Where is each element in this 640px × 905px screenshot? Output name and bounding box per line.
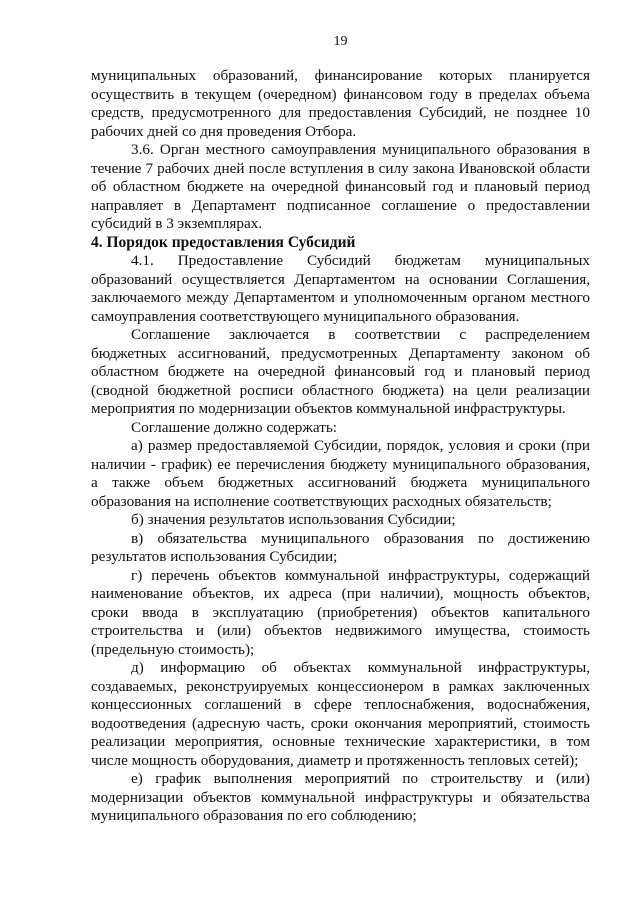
paragraph-continuation: муниципальных образований, финансирование которых планируется осуществить в текущем (очередном) финансовом году в пределах объема средств, предусмотренного для предоставления Субсидий, не позднее 10 рабочих дней со дня проведения Отбора.: [91, 67, 590, 140]
paragraph-4-1: 4.1. Предоставление Субсидий бюджетам муниципальных образований осуществляется Департаментом на основании Соглашения, заключаемого между Департаментом и уполномоченным органом местного самоуправления соответствующего муниципального образования.: [91, 252, 590, 325]
list-item-b: б) значения результатов использования Субсидии;: [131, 511, 456, 528]
section-heading: 4. Порядок предоставления Субсидий: [91, 233, 356, 251]
paragraph-agreement-contents: Соглашение должно содержать:: [131, 418, 338, 436]
list-item-e: е) график выполнения мероприятий по строительству и (или) модернизации объектов коммунальной инфраструктуры и обязательства муниципального образования по его соблюдению;: [91, 770, 590, 824]
list-item-a: а) размер предоставляемой Субсидии, порядок, условия и сроки (при наличии - график) ее перечисления бюджету муниципального образования, а также объем бюджетных ассигнований бюджета муниципального образования на исполнение соответствующих расходных обязательств;: [91, 437, 590, 510]
paragraph-3-6: 3.6. Орган местного самоуправления муниципального образования в течение 7 рабочих дней после вступления в силу закона Ивановской области об областном бюджете на очередной финансовый год и плановый период направляет в Департамент подписанное соглашение о предоставлении субсидий в 3 экземплярах.: [91, 141, 590, 232]
list-item-g: г) перечень объектов коммунальной инфраструктуры, содержащий наименование объектов, их адреса (при наличии), мощность объектов, сроки ввода в эксплуатацию (приобретения) объектов капитального строительства и (или) объектов недвижимого имущества, стоимость (предельную стоимость);: [91, 566, 590, 658]
list-item-v: в) обязательства муниципального образования по достижению результатов использования Субсидии;: [91, 529, 590, 565]
page-number: 19: [333, 34, 348, 49]
paragraph-agreement: Соглашение заключается в соответствии с распределением бюджетных ассигнований, предусмотренных Департаменту законом об областном бюджете на очередной финансовый год и плановый период (сводной бюджетной росписи областного бюджета) на цели реализации мероприятия по модернизации объектов коммунальной инфраструктуры.: [91, 326, 590, 417]
document-body: [91, 67, 590, 826]
list-item-d: д) информацию об объектах коммунальной инфраструктуры, создаваемых, реконструируемых концессионером в рамках заключенных концессионных соглашений в сфере теплоснабжения, водоснабжения, водоотведения (адресную часть, сроки окончания мероприятий, стоимость реализации мероприятия, основные технические характеристики, в том числе мощность оборудования, диаметр и протяженность тепловых сетей);: [91, 659, 590, 769]
